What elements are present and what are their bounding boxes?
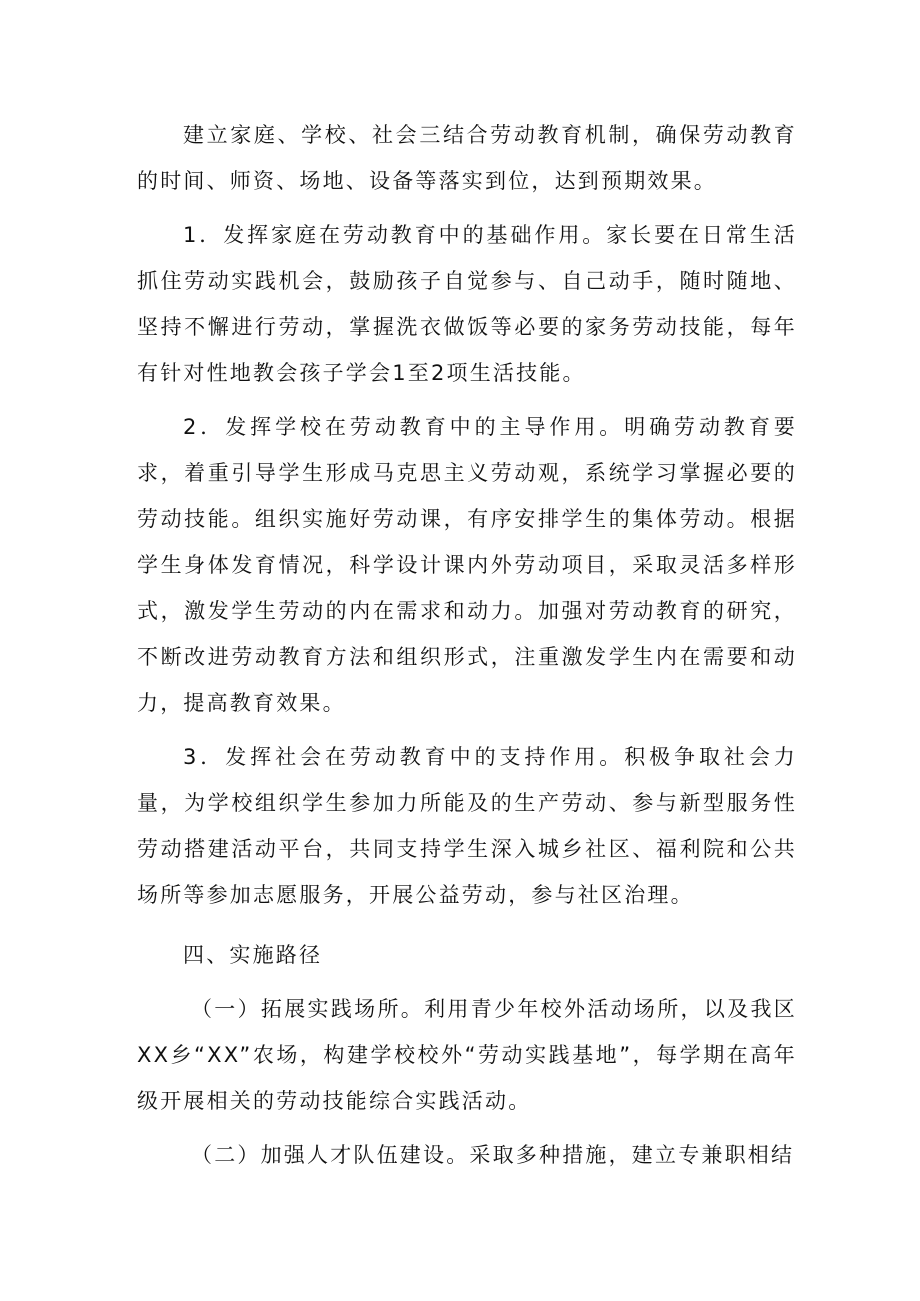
paragraph-school-role: 2．发挥学校在劳动教育中的主导作用。明确劳动教育要求，着重引导学生形成马克思主义劳动观，系统学习掌握必要的劳动技能。组织实施好劳动课，有序安排学生的集体劳动。根据学生身体发育情况，科学设计课内外劳动项目，采取灵活多样形式，激发学生劳动的内在需求和动力。加强对劳动教育的研究，不断改进劳动教育方法和组织形式，注重激发学生内在需要和动力，提高教育效果。 xyxy=(137,415,797,715)
paragraph-society-role: 3．发挥社会在劳动教育中的支持作用。积极争取社会力量，为学校组织学生参加力所能及的生产劳动、参与新型服务性劳动搭建活动平台，共同支持学生深入城乡社区、福利院和公共场所等参加志愿服务，开展公益劳动，参与社区治理。 xyxy=(137,745,797,907)
paragraph-expand-practice-sites: （一）拓展实践场所。利用青少年校外活动场所，以及我区XX乡“XX”农场，构建学校校外“劳动实践基地”，每学期在高年级开展相关的劳动技能综合实践活动。 xyxy=(137,997,797,1113)
paragraph-talent-team: （二）加强人才队伍建设。采取多种措施，建立专兼职相结 xyxy=(191,1143,795,1167)
paragraph-family-role: 1．发挥家庭在劳动教育中的基础作用。家长要在日常生活抓住劳动实践机会，鼓励孩子自觉参与、自己动手，随时随地、坚持不懈进行劳动，掌握洗衣做饭等必要的家务劳动技能，每年有针对性地教会孩子学会1至2项生活技能。 xyxy=(137,223,797,385)
document-body xyxy=(137,112,797,1178)
section-heading-implementation: 四、实施路径 xyxy=(183,943,323,967)
paragraph-intro: 建立家庭、学校、社会三结合劳动教育机制，确保劳动教育的时间、师资、场地、设备等落实到位，达到预期效果。 xyxy=(137,123,797,193)
